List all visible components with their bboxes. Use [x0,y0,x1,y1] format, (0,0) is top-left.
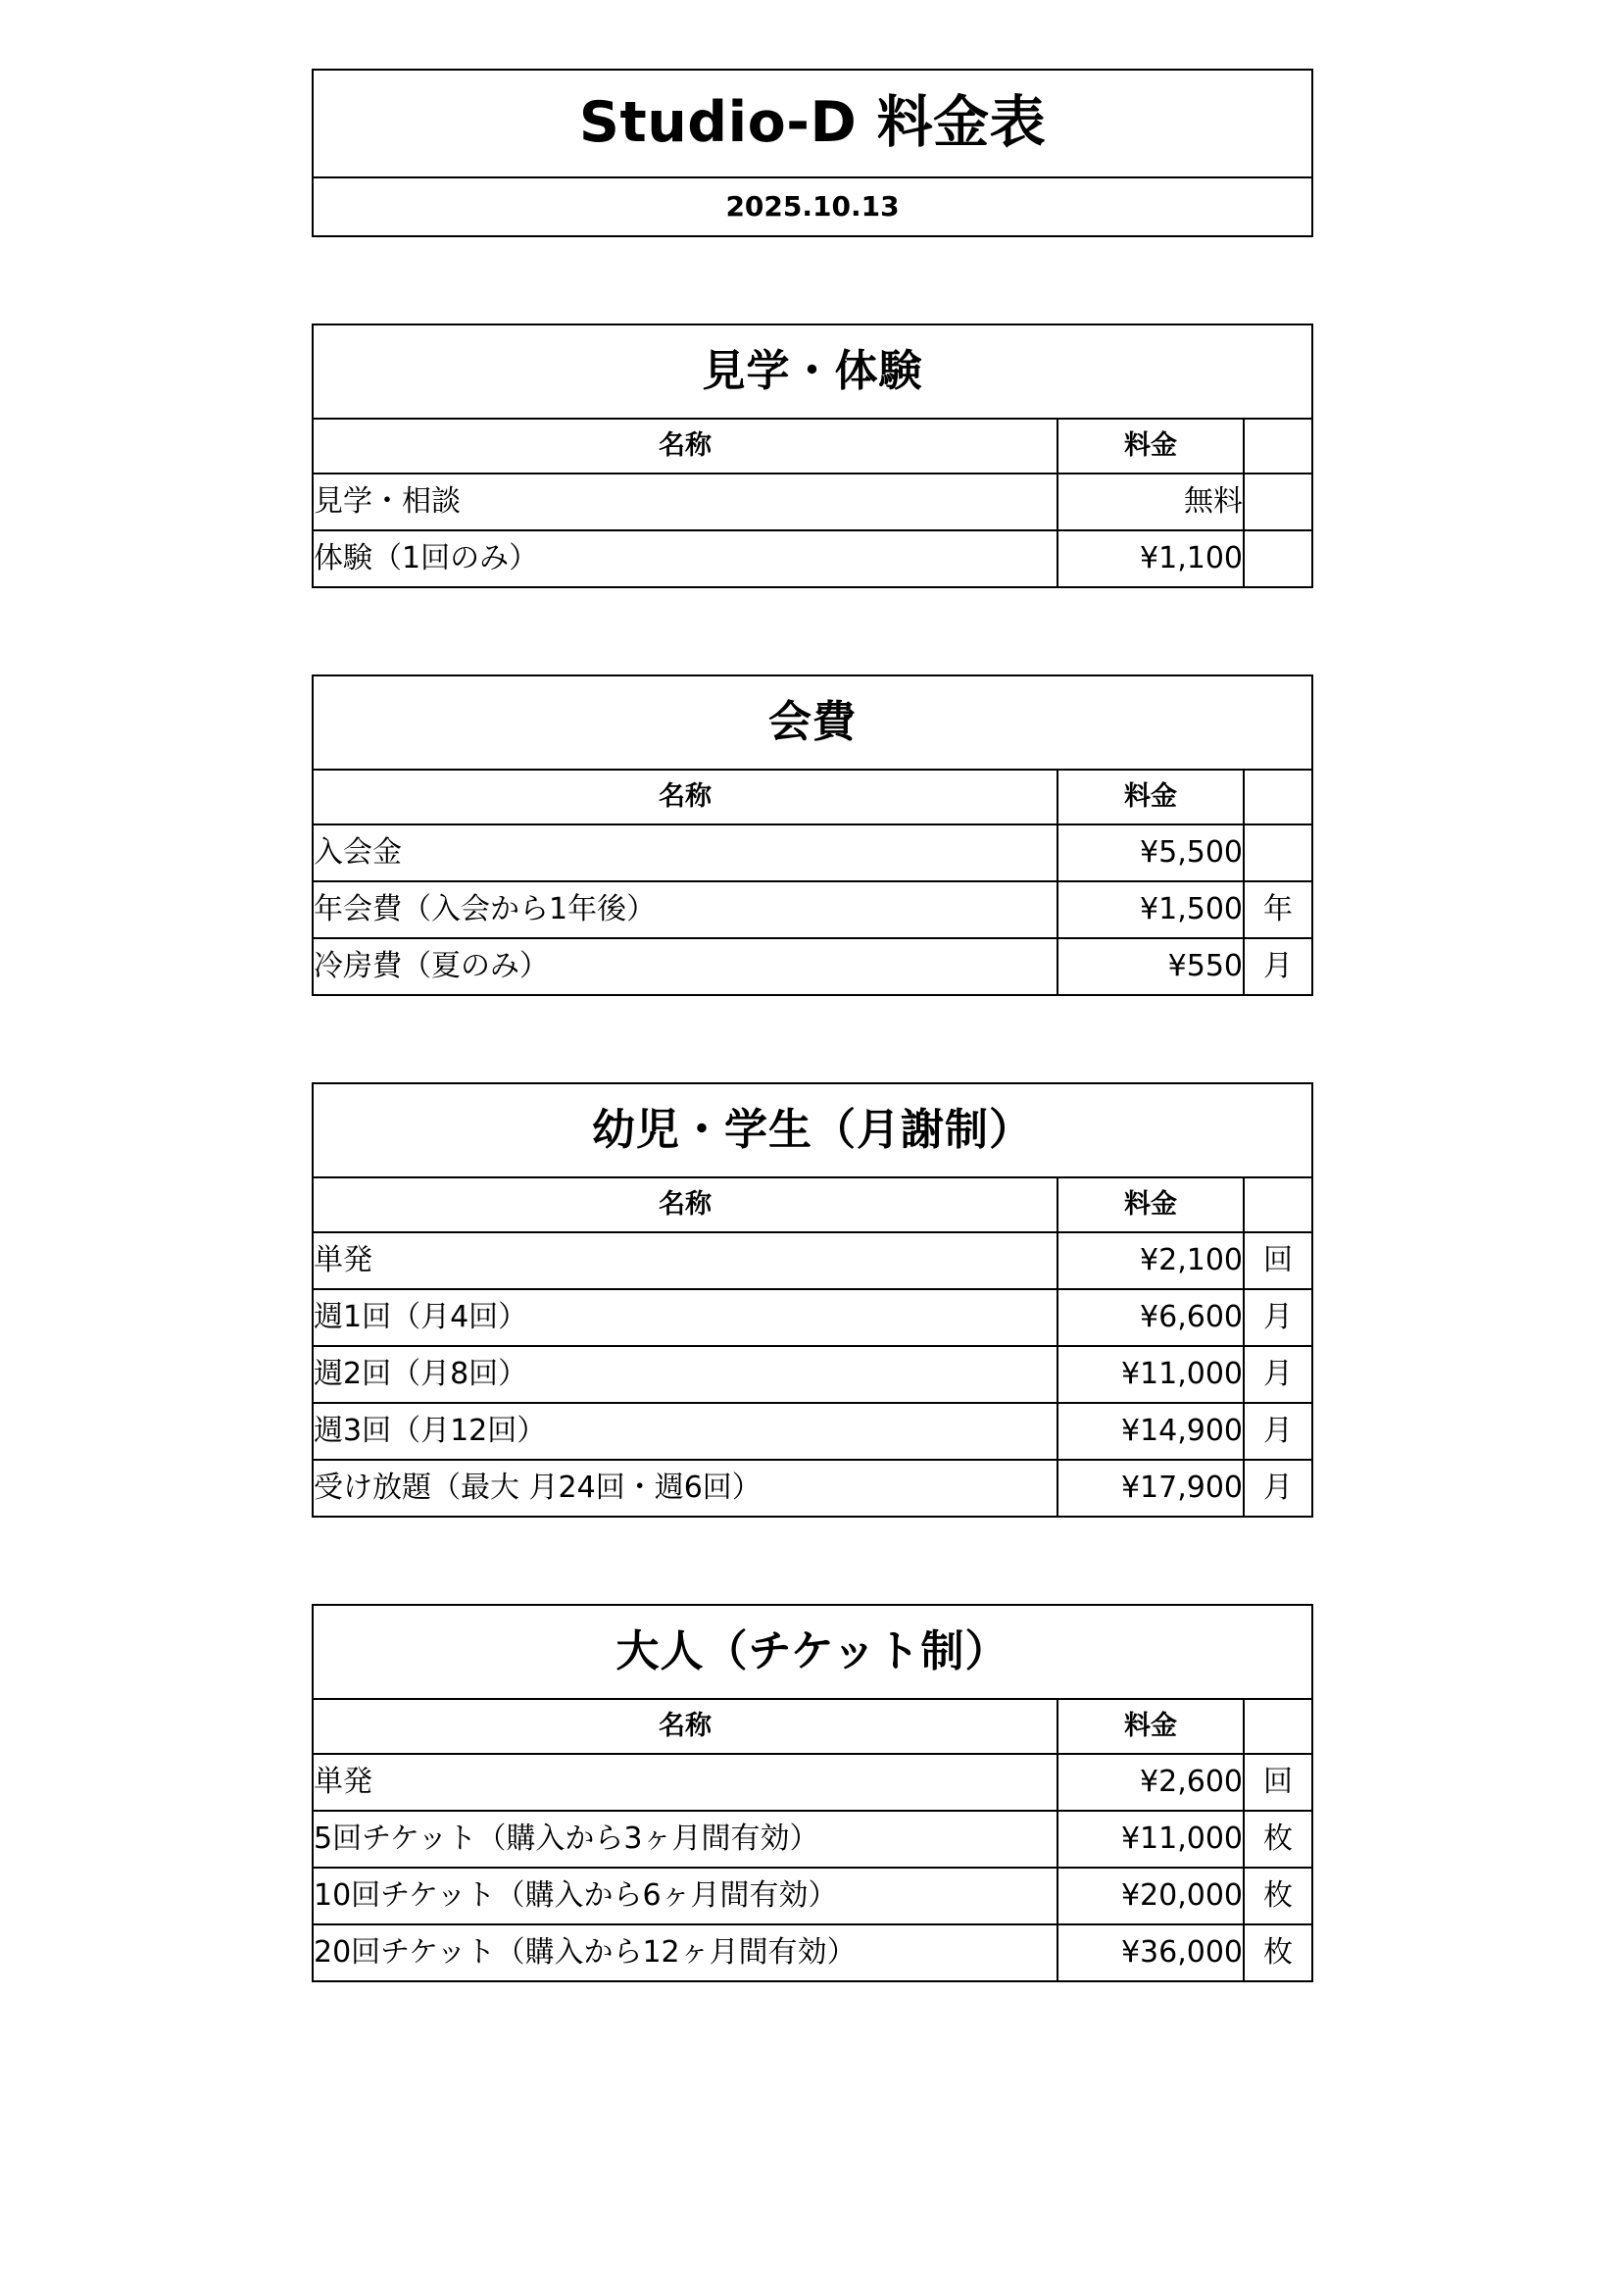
column-header-name: 名称 [313,1177,1057,1232]
column-header-unit [1244,1699,1312,1754]
row-unit: 枚 [1244,1868,1312,1924]
section-trial [312,324,1311,588]
row-price: ¥11,000 [1057,1811,1244,1868]
section-title: 会費 [313,675,1312,770]
column-header-unit [1244,770,1312,824]
row-price: ¥17,900 [1057,1460,1244,1517]
table-row [313,177,1312,236]
table-header-row [313,770,1312,824]
row-price: ¥36,000 [1057,1924,1244,1981]
row-name: 週3回（月12回） [313,1403,1057,1460]
row-name: 冷房費（夏のみ） [313,938,1057,995]
row-price: ¥11,000 [1057,1346,1244,1403]
row-name: 年会費（入会から1年後） [313,881,1057,938]
table-row [313,1232,1312,1289]
row-name: 10回チケット（購入から6ヶ月間有効） [313,1868,1057,1924]
document-header-block [312,69,1311,237]
table-row [313,1811,1312,1868]
section-adults [312,1604,1311,1982]
table-row [313,1924,1312,1981]
column-header-price: 料金 [1057,1699,1244,1754]
row-unit [1244,474,1312,530]
row-name: 単発 [313,1232,1057,1289]
section-title: 大人（チケット制） [313,1605,1312,1699]
row-price: ¥5,500 [1057,824,1244,881]
row-unit: 月 [1244,1346,1312,1403]
table-header-row [313,1177,1312,1232]
table-row [313,1289,1312,1346]
table-row [313,1754,1312,1811]
row-unit: 回 [1244,1754,1312,1811]
column-header-unit [1244,1177,1312,1232]
table-row [313,675,1312,770]
column-header-price: 料金 [1057,1177,1244,1232]
row-unit: 年 [1244,881,1312,938]
adults-table [312,1604,1313,1982]
table-row [313,1403,1312,1460]
row-name: 週1回（月4回） [313,1289,1057,1346]
row-unit: 月 [1244,1403,1312,1460]
page-title: Studio-D 料金表 [313,70,1312,177]
table-row [313,1460,1312,1517]
section-kids-students [312,1082,1311,1518]
table-row [313,1605,1312,1699]
section-title: 見学・体験 [313,324,1312,419]
table-row [313,881,1312,938]
price-list-sheet [312,69,1311,1982]
row-name: 見学・相談 [313,474,1057,530]
header-table [312,69,1313,237]
row-unit: 月 [1244,1289,1312,1346]
row-name: 20回チケット（購入から12ヶ月間有効） [313,1924,1057,1981]
row-price: ¥2,100 [1057,1232,1244,1289]
row-name: 単発 [313,1754,1057,1811]
column-header-name: 名称 [313,770,1057,824]
column-header-name: 名称 [313,1699,1057,1754]
column-header-price: 料金 [1057,770,1244,824]
column-header-name: 名称 [313,419,1057,474]
row-unit: 枚 [1244,1924,1312,1981]
row-price: ¥1,500 [1057,881,1244,938]
row-name: 体験（1回のみ） [313,530,1057,587]
table-header-row [313,1699,1312,1754]
row-name: 週2回（月8回） [313,1346,1057,1403]
membership-table [312,674,1313,996]
row-name: 受け放題（最大 月24回・週6回） [313,1460,1057,1517]
row-price: ¥14,900 [1057,1403,1244,1460]
row-unit: 月 [1244,938,1312,995]
document-date: 2025.10.13 [313,177,1312,236]
section-title: 幼児・学生（月謝制） [313,1083,1312,1177]
row-unit [1244,824,1312,881]
table-row [313,1868,1312,1924]
table-row [313,938,1312,995]
table-row [313,1346,1312,1403]
table-row [313,474,1312,530]
row-price: ¥6,600 [1057,1289,1244,1346]
column-header-unit [1244,419,1312,474]
row-name: 5回チケット（購入から3ヶ月間有効） [313,1811,1057,1868]
column-header-price: 料金 [1057,419,1244,474]
table-row [313,824,1312,881]
row-price: ¥550 [1057,938,1244,995]
kids-students-table [312,1082,1313,1518]
table-row [313,1083,1312,1177]
row-name: 入会金 [313,824,1057,881]
table-header-row [313,419,1312,474]
row-price: ¥2,600 [1057,1754,1244,1811]
row-unit: 回 [1244,1232,1312,1289]
row-price: ¥20,000 [1057,1868,1244,1924]
trial-table [312,324,1313,588]
row-unit: 枚 [1244,1811,1312,1868]
row-unit: 月 [1244,1460,1312,1517]
row-price: ¥1,100 [1057,530,1244,587]
table-row [313,530,1312,587]
table-row [313,70,1312,177]
row-unit [1244,530,1312,587]
section-membership [312,674,1311,996]
table-row [313,324,1312,419]
row-price: 無料 [1057,474,1244,530]
